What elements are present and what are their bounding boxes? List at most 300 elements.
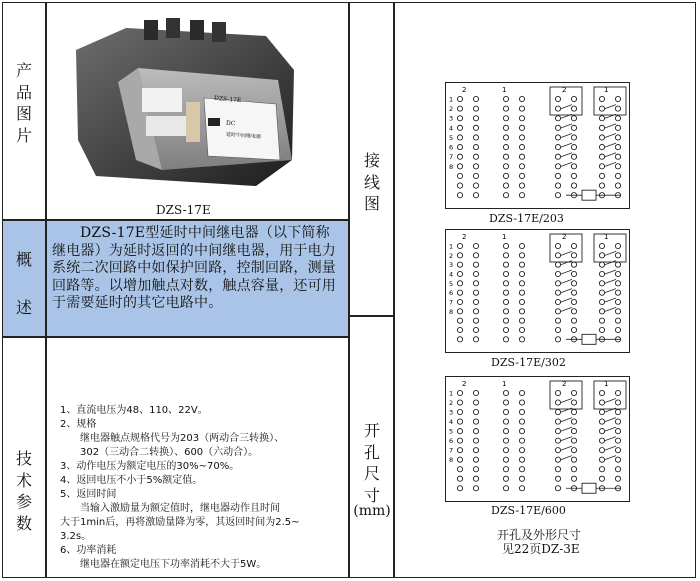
terminal-hole <box>473 135 478 140</box>
terminal-hole <box>503 438 508 443</box>
terminal-hole <box>599 281 604 286</box>
terminal-hole <box>473 428 478 433</box>
terminal-hole <box>599 96 604 101</box>
terminal-hole <box>571 428 576 433</box>
row-label: 2 <box>449 399 454 408</box>
terminal-hole <box>503 290 508 295</box>
terminal-hole <box>503 253 508 258</box>
terminal-hole <box>599 318 604 323</box>
terminal-hole <box>615 476 620 481</box>
terminal-hole <box>615 96 620 101</box>
terminal-hole <box>503 281 508 286</box>
terminal-hole <box>555 164 560 169</box>
contact-line <box>605 270 616 274</box>
terminal-hole <box>519 299 524 304</box>
spec-line: 当输入激励量为额定值时，继电器动作且时间 <box>60 503 280 514</box>
contact-line <box>561 456 572 460</box>
column-label: 2 <box>562 233 567 241</box>
terminal-hole <box>599 309 604 314</box>
contact-line <box>605 124 616 128</box>
contact-line <box>605 418 616 422</box>
terminal-hole <box>503 96 508 101</box>
terminal-hole <box>519 428 524 433</box>
terminal-hole <box>555 243 560 248</box>
contact-line <box>561 143 572 147</box>
divider <box>348 315 394 317</box>
terminal-hole <box>571 116 576 121</box>
terminal-hole <box>519 438 524 443</box>
terminal-hole <box>615 253 620 258</box>
terminal-hole <box>571 96 576 101</box>
terminal-hole <box>555 299 560 304</box>
terminal-hole <box>457 299 462 304</box>
terminal-hole <box>473 400 478 405</box>
terminal-hole <box>519 164 524 169</box>
row-label: 8 <box>449 456 454 465</box>
terminal-hole <box>473 96 478 101</box>
row-label: 3 <box>449 114 454 123</box>
row-label: 8 <box>449 307 454 316</box>
spec-line: 继电器触点规格代号为203（两动合三转换）、 <box>60 433 285 444</box>
spec-line: 4、返回电压不小于5%额定值。 <box>60 475 203 486</box>
terminal-hole <box>615 243 620 248</box>
terminal-hole <box>473 476 478 481</box>
contact-line <box>605 298 616 302</box>
terminal-hole <box>599 116 604 121</box>
terminal-hole <box>615 438 620 443</box>
terminal-hole <box>599 457 604 462</box>
terminal-hole <box>615 173 620 178</box>
terminal-hole <box>473 327 478 332</box>
terminal-hole <box>503 135 508 140</box>
terminal-hole <box>503 164 508 169</box>
spec-list <box>60 404 342 572</box>
terminal-hole <box>473 253 478 258</box>
terminal-hole <box>599 154 604 159</box>
terminal-hole <box>615 318 620 323</box>
contact-line <box>605 105 616 109</box>
terminal-hole <box>615 327 620 332</box>
terminal-hole <box>473 281 478 286</box>
terminal-hole <box>615 467 620 472</box>
divider <box>393 2 395 578</box>
terminal-hole <box>519 243 524 248</box>
terminal-hole <box>599 173 604 178</box>
terminal-hole <box>599 243 604 248</box>
terminal-hole <box>571 125 576 130</box>
relay-photo <box>66 10 306 198</box>
contact-line <box>605 456 616 460</box>
terminal-hole <box>503 154 508 159</box>
terminal-hole <box>519 135 524 140</box>
contact-line <box>561 427 572 431</box>
divider <box>2 219 349 221</box>
spec-line: 3、动作电压为额定电压的30%~70%。 <box>60 461 240 472</box>
terminal-hole <box>615 457 620 462</box>
terminal-hole <box>457 467 462 472</box>
contact-line <box>561 279 572 283</box>
terminal-hole <box>519 154 524 159</box>
row-label: 6 <box>449 437 454 446</box>
terminal-hole <box>555 337 560 342</box>
terminal-hole <box>503 390 508 395</box>
terminal-hole <box>615 135 620 140</box>
row-label: 2 <box>449 105 454 114</box>
terminal-hole <box>503 243 508 248</box>
terminal-hole <box>571 135 576 140</box>
terminal-hole <box>519 271 524 276</box>
contact-line <box>605 133 616 137</box>
terminal-hole <box>503 125 508 130</box>
terminal-hole <box>615 448 620 453</box>
terminal-hole <box>457 438 462 443</box>
terminal-hole <box>555 476 560 481</box>
contact-bracket <box>594 234 626 262</box>
terminal-hole <box>457 253 462 258</box>
terminal-hole <box>571 409 576 414</box>
terminal-hole <box>555 309 560 314</box>
terminal-hole <box>519 409 524 414</box>
terminal-hole <box>519 318 524 323</box>
terminal-hole <box>555 183 560 188</box>
contact-line <box>561 124 572 128</box>
terminal-diagram <box>446 83 629 208</box>
terminal-hole <box>473 390 478 395</box>
terminal-hole <box>555 467 560 472</box>
terminal-hole <box>571 271 576 276</box>
contact-line <box>605 251 616 255</box>
terminal-hole <box>571 400 576 405</box>
terminal-hole <box>599 144 604 149</box>
terminal-hole <box>457 116 462 121</box>
terminal-hole <box>457 327 462 332</box>
terminal-hole <box>599 428 604 433</box>
terminal-hole <box>615 409 620 414</box>
terminal-hole <box>555 409 560 414</box>
terminal-hole <box>457 457 462 462</box>
terminal-hole <box>555 106 560 111</box>
spec-line: 3.2s。 <box>60 531 92 542</box>
terminal-hole <box>555 125 560 130</box>
terminal-hole <box>615 290 620 295</box>
terminal-hole <box>473 106 478 111</box>
terminal-hole <box>519 419 524 424</box>
terminal-hole <box>503 173 508 178</box>
terminal-hole <box>503 428 508 433</box>
terminal-hole <box>555 390 560 395</box>
terminal-hole <box>503 476 508 481</box>
terminal-hole <box>457 337 462 342</box>
terminal-hole <box>571 164 576 169</box>
row-label: 7 <box>449 446 454 455</box>
contact-line <box>561 418 572 422</box>
terminal-hole <box>473 144 478 149</box>
terminal-hole <box>473 116 478 121</box>
terminal-hole <box>555 428 560 433</box>
contact-line <box>561 399 572 403</box>
terminal-hole <box>473 337 478 342</box>
terminal-hole <box>615 400 620 405</box>
row-label: 5 <box>449 427 454 436</box>
terminal-hole <box>555 135 560 140</box>
terminal-hole <box>599 299 604 304</box>
terminal-hole <box>473 409 478 414</box>
terminal-hole <box>457 290 462 295</box>
terminal-hole <box>571 327 576 332</box>
terminal-hole <box>599 419 604 424</box>
row-label: 5 <box>449 279 454 288</box>
contact-line <box>605 289 616 293</box>
coil-symbol <box>582 334 596 344</box>
terminal-hole <box>555 400 560 405</box>
terminal-hole <box>555 281 560 286</box>
terminal-hole <box>473 457 478 462</box>
column-label: 1 <box>502 380 507 388</box>
terminal-hole <box>615 309 620 314</box>
terminal-hole <box>503 448 508 453</box>
spec-line: 继电器在额定电压下功率消耗不大于5W。 <box>60 559 267 570</box>
row-label: 6 <box>449 289 454 298</box>
terminal-hole <box>555 96 560 101</box>
terminal-hole <box>599 390 604 395</box>
terminal-diagram <box>446 377 629 501</box>
spec-line: 2、规格 <box>60 419 97 430</box>
terminal-hole <box>457 125 462 130</box>
row-label: 3 <box>449 408 454 417</box>
contact-line <box>605 399 616 403</box>
terminal-hole <box>615 281 620 286</box>
spec-line: 大于1min后，再将激励量降为零，其返回时间为2.5~ <box>60 517 300 528</box>
diagram-caption: DZS-17E/203 <box>489 212 564 225</box>
row-label: 4 <box>449 418 454 427</box>
terminal-hole <box>555 486 560 491</box>
terminal-hole <box>519 467 524 472</box>
terminal-hole <box>503 457 508 462</box>
terminal-hole <box>457 154 462 159</box>
terminal-hole <box>503 318 508 323</box>
terminal-hole <box>473 299 478 304</box>
terminal-hole <box>503 467 508 472</box>
label-product-photo: 产 品 图 片 <box>15 61 32 145</box>
column-label: 1 <box>604 380 609 388</box>
divider <box>2 336 349 338</box>
terminal-hole <box>503 106 508 111</box>
row-label: 7 <box>449 153 454 162</box>
terminal-hole <box>457 106 462 111</box>
row-label: 5 <box>449 133 454 142</box>
terminal-hole <box>519 486 524 491</box>
terminal-hole <box>555 116 560 121</box>
contact-line <box>605 261 616 265</box>
terminal-hole <box>473 467 478 472</box>
terminal-hole <box>473 173 478 178</box>
terminal-hole <box>615 271 620 276</box>
terminal-hole <box>519 144 524 149</box>
terminal-hole <box>555 448 560 453</box>
terminal-hole <box>615 154 620 159</box>
contact-line <box>561 307 572 311</box>
row-label: 7 <box>449 298 454 307</box>
terminal-hole <box>503 271 508 276</box>
contact-line <box>605 446 616 450</box>
label-overview: 概 述 <box>15 250 32 317</box>
terminal-hole <box>599 409 604 414</box>
overview-text: DZS-17E型延时中间继电器（以下简称继电器）为延时返回的中间继电器，用于电力系统二次回路中如保护回路，控制回路，测量回路等。以增加触点对数，触点容量，还可用于需要延时的其它电路中。 <box>52 225 336 311</box>
terminal-hole <box>615 125 620 130</box>
column-label: 2 <box>462 380 467 388</box>
terminal-hole <box>599 262 604 267</box>
terminal-hole <box>457 318 462 323</box>
row-label: 4 <box>449 270 454 279</box>
terminal-hole <box>571 299 576 304</box>
terminal-hole <box>473 290 478 295</box>
terminal-hole <box>473 448 478 453</box>
spec-line: 6、功率消耗 <box>60 545 117 556</box>
terminal-hole <box>519 173 524 178</box>
spec-line: 1、直流电压为48、110、22V。 <box>60 405 208 416</box>
holes-note-line1: 开孔及外形尺寸 <box>497 528 582 542</box>
terminal-hole <box>503 262 508 267</box>
terminal-hole <box>503 419 508 424</box>
terminal-hole <box>555 262 560 267</box>
terminal-hole <box>473 419 478 424</box>
terminal-hole <box>519 327 524 332</box>
contact-line <box>561 153 572 157</box>
terminal-hole <box>457 419 462 424</box>
divider <box>348 2 350 578</box>
terminal-hole <box>599 253 604 258</box>
contact-line <box>561 133 572 137</box>
terminal-hole <box>503 116 508 121</box>
terminal-hole <box>555 193 560 198</box>
terminal-hole <box>555 173 560 178</box>
nameplate-text: DC <box>225 119 236 128</box>
contact-line <box>561 251 572 255</box>
contact-line <box>561 261 572 265</box>
terminal-hole <box>457 183 462 188</box>
terminal-hole <box>555 271 560 276</box>
column-label: 2 <box>462 233 467 241</box>
contact-line <box>605 162 616 166</box>
terminal-hole <box>519 116 524 121</box>
contact-line <box>605 153 616 157</box>
terminal-hole <box>519 290 524 295</box>
wiring-diagram-302 <box>445 229 630 353</box>
terminal-hole <box>599 290 604 295</box>
divider <box>45 2 47 578</box>
terminal-hole <box>615 390 620 395</box>
terminal-hole <box>555 457 560 462</box>
column-label: 1 <box>502 86 507 94</box>
terminal-hole <box>473 486 478 491</box>
wiring-diagram-203 <box>445 82 630 209</box>
terminal-hole <box>571 419 576 424</box>
terminal-hole <box>457 309 462 314</box>
column-label: 1 <box>604 233 609 241</box>
row-label: 4 <box>449 124 454 133</box>
terminal-hole <box>457 193 462 198</box>
terminal-hole <box>457 96 462 101</box>
terminal-hole <box>571 457 576 462</box>
terminal-hole <box>599 327 604 332</box>
terminal-hole <box>615 144 620 149</box>
terminal-hole <box>599 125 604 130</box>
contact-line <box>561 298 572 302</box>
terminal-hole <box>599 476 604 481</box>
contact-line <box>561 446 572 450</box>
coil-symbol <box>582 190 596 200</box>
label-specs: 技 术 参 数 <box>15 449 32 533</box>
terminal-hole <box>473 154 478 159</box>
wiring-diagram-600 <box>445 376 630 502</box>
terminal-hole <box>571 309 576 314</box>
terminal-hole <box>473 309 478 314</box>
terminal-hole <box>571 243 576 248</box>
terminal-hole <box>599 448 604 453</box>
terminal-hole <box>615 428 620 433</box>
terminal-hole <box>519 400 524 405</box>
terminal-hole <box>571 467 576 472</box>
terminal-hole <box>519 96 524 101</box>
terminal-diagram <box>446 230 629 352</box>
terminal-hole <box>555 318 560 323</box>
terminal-hole <box>457 243 462 248</box>
terminal-hole <box>457 400 462 405</box>
terminal-hole <box>615 262 620 267</box>
terminal-hole <box>615 299 620 304</box>
terminal-hole <box>571 144 576 149</box>
terminal-hole <box>457 486 462 491</box>
terminal-hole <box>503 327 508 332</box>
terminal-hole <box>473 164 478 169</box>
terminal-hole <box>457 390 462 395</box>
row-label: 1 <box>449 95 454 104</box>
terminal-hole <box>519 448 524 453</box>
terminal-hole <box>457 281 462 286</box>
terminal-hole <box>503 183 508 188</box>
terminal-hole <box>599 164 604 169</box>
terminal-hole <box>571 476 576 481</box>
terminal-hole <box>503 309 508 314</box>
terminal-hole <box>457 164 462 169</box>
row-label: 1 <box>449 389 454 398</box>
contact-line <box>561 162 572 166</box>
column-label: 1 <box>502 233 507 241</box>
column-label: 2 <box>562 86 567 94</box>
terminal-hole <box>473 271 478 276</box>
terminal-hole <box>571 390 576 395</box>
column-label: 2 <box>462 86 467 94</box>
terminal-hole <box>555 154 560 159</box>
row-label: 8 <box>449 162 454 171</box>
terminal-hole <box>599 106 604 111</box>
terminal-hole <box>473 183 478 188</box>
terminal-hole <box>555 253 560 258</box>
terminal-hole <box>519 390 524 395</box>
terminal-hole <box>519 337 524 342</box>
terminal-hole <box>503 144 508 149</box>
terminal-hole <box>571 448 576 453</box>
terminal-hole <box>503 299 508 304</box>
row-label: 2 <box>449 251 454 260</box>
terminal-hole <box>503 409 508 414</box>
terminal-hole <box>519 476 524 481</box>
terminal-hole <box>599 467 604 472</box>
terminal-hole <box>555 327 560 332</box>
terminal-hole <box>599 135 604 140</box>
terminal-hole <box>519 262 524 267</box>
terminal-hole <box>555 290 560 295</box>
